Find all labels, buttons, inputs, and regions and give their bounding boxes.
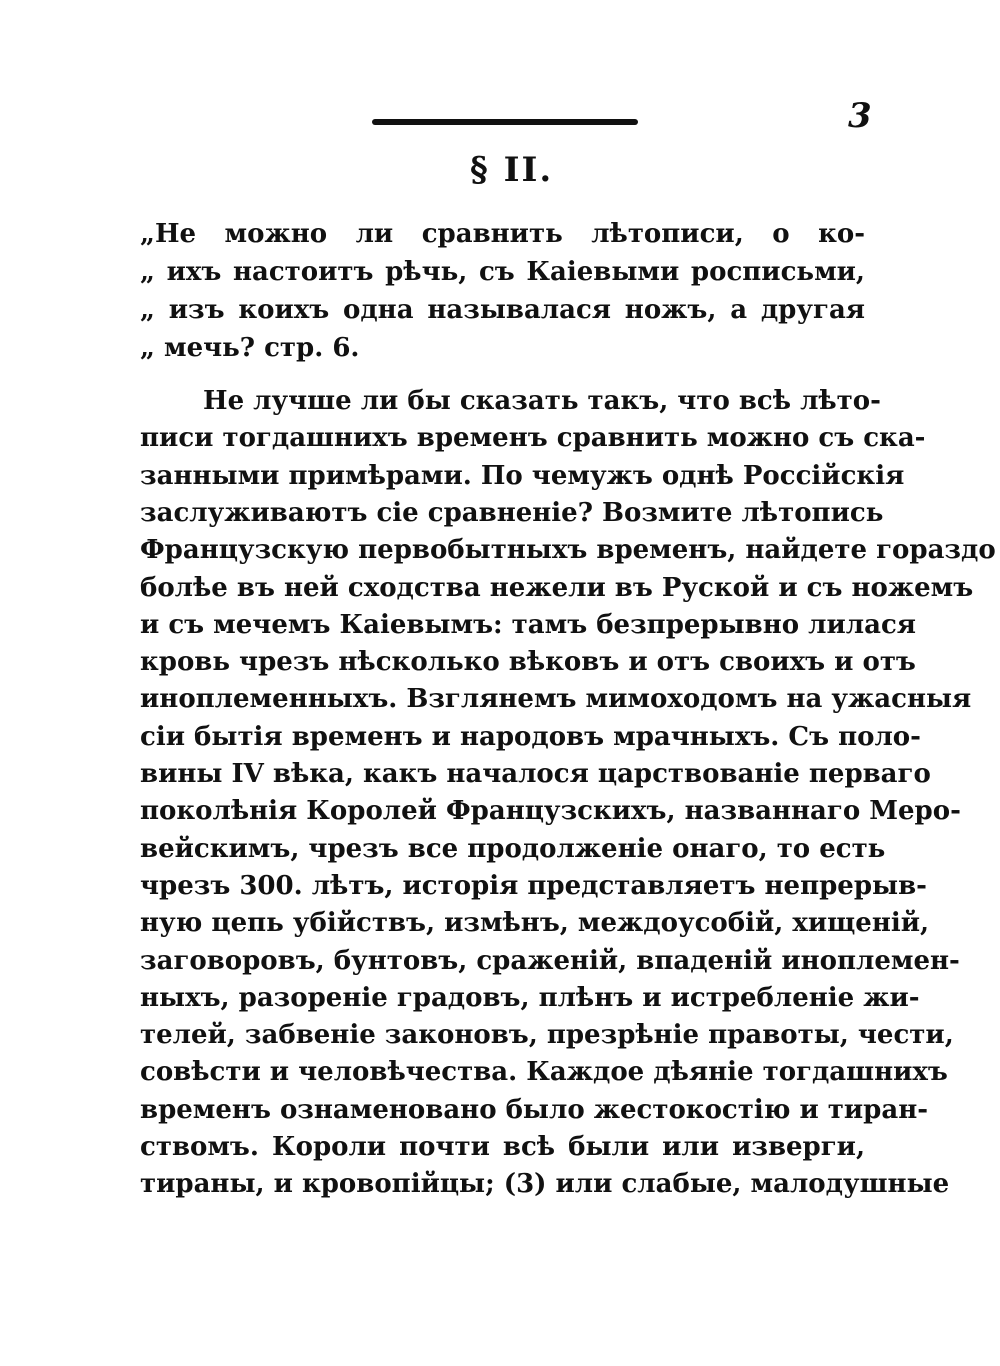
body-line: поколѣнія Королей Французскихъ, названнаго Меро-: [140, 796, 961, 826]
body-line: совѣсти и человѣчества. Каждое дѣяніе тогдашнихъ: [140, 1057, 948, 1087]
body-line: чрезъ 300. лѣтъ, исторія представляетъ непрерыв-: [140, 871, 927, 901]
body-line: сіи бытія временъ и народовъ мрачныхъ. Съ поло-: [140, 722, 921, 752]
body-line: кровь чрезъ нѣсколько вѣковъ и отъ своихъ и отъ: [140, 647, 916, 677]
body-line: и съ мечемъ Каіевымъ: тамъ безпрерывно лилася: [140, 610, 917, 640]
body-line: заговоровъ, бунтовъ, сраженій, впаденій иноплемен-: [140, 946, 960, 976]
body-line: Французскую первобытныхъ временъ, найдете гораздо: [140, 535, 996, 565]
header-rule: [372, 119, 638, 125]
body-line: тираны, и кровопійцы; (3) или слабые, малодушные: [140, 1169, 950, 1199]
quote-line: „ мечь? стр. 6.: [140, 333, 360, 363]
body-line: Не лучше ли бы сказать такъ, что всѣ лѣто-: [203, 386, 881, 416]
body-line: болѣе въ ней сходства нежели въ Руской и съ ножемъ: [140, 573, 974, 603]
body-line: вейскимъ, чрезъ все продолженіе онаго, то есть: [140, 834, 886, 864]
page-number: 3: [848, 96, 872, 136]
quote-line: „Не можно ли сравнить лѣтописи, о ко-: [140, 219, 865, 249]
quote-line: „ ихъ настоитъ рѣчь, съ Каіевыми росписьми,: [140, 257, 865, 287]
body-line: телей, забвеніе законовъ, презрѣніе правоты, чести,: [140, 1020, 954, 1050]
body-line: ствомъ. Короли почти всѣ были или изверги,: [140, 1132, 865, 1162]
section-heading: § II.: [470, 150, 554, 190]
body-line: писи тогдашнихъ временъ сравнить можно съ ска-: [140, 423, 926, 453]
body-line: временъ ознаменовано было жестокостію и тиран-: [140, 1095, 929, 1125]
body-line: заслуживаютъ сіе сравненіе? Возмите лѣтопись: [140, 498, 884, 528]
quote-line: „ изъ коихъ одна называлася ножъ, а другая: [140, 295, 865, 325]
body-line: ныхъ, разореніе градовъ, плѣнъ и истребленіе жи-: [140, 983, 920, 1013]
body-line: иноплеменныхъ. Взглянемъ мимоходомъ на ужасныя: [140, 684, 972, 714]
body-line: ную цепь убійствъ, измѣнъ, междоусобій, хищеній,: [140, 908, 930, 938]
body-line: занными примѣрами. По чемужъ однѣ Россійскія: [140, 461, 905, 491]
body-line: вины IV вѣка, какъ началося царствованіе перваго: [140, 759, 931, 789]
